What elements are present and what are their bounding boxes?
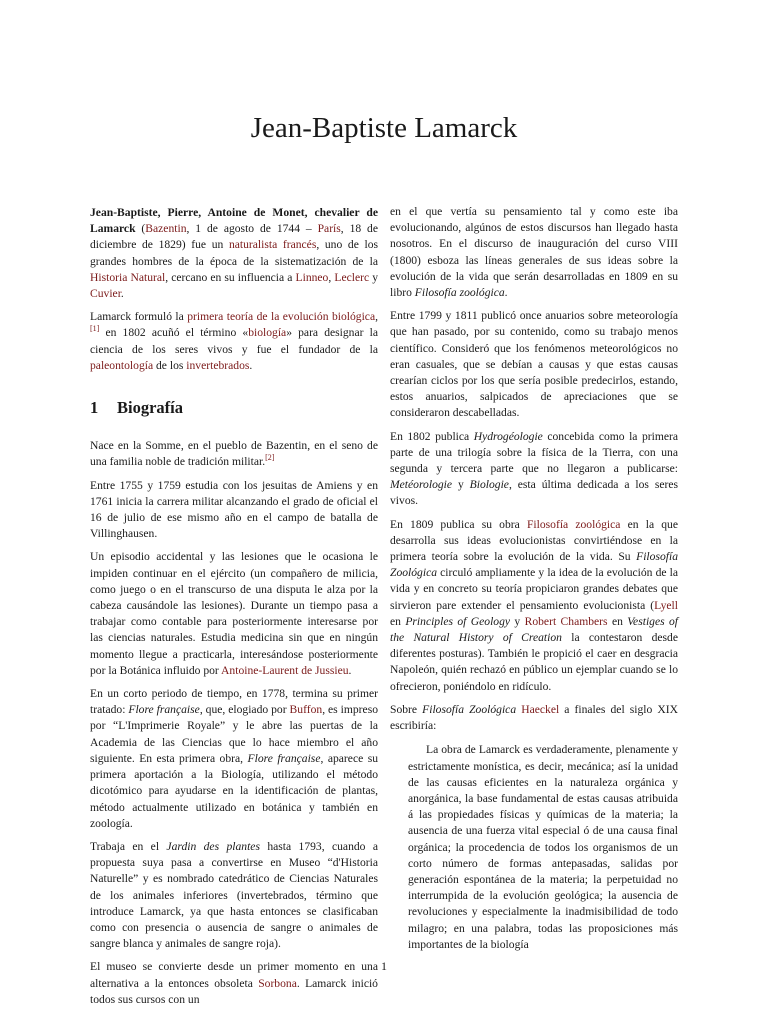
link-invertebrados[interactable]: invertebrados <box>186 358 250 372</box>
link-jussieu[interactable]: Antoine-Laurent de Jussieu <box>221 663 349 677</box>
bio-paragraph-6-cont: en el que vertía su pensamiento tal y como este iba evolucionando, algúnos de estos discursos han llegado hasta nosotros. En el discurso de inauguración del curso VIII (1800) esboza las líneas generales de sus ideas sobre la evolución de la vida que serán desarrolladas en 1809 en su libro Filosofía zoológica. <box>390 205 678 300</box>
bio-paragraph-4: En un corto periodo de tiempo, en 1778, termina su primer tratado: Flore française, que, elogiado por Buffon, es impreso por “L'Imprimerie Royale” y le abre las puertas de la Academia de las Ciencias que lo hace miembro el año siguiente. En esta primera obra, Flore française, aparece su primera aportación a la Biología, utilizando el método dicotómico para ayudarse en la identificación de plantas, método actualmente utilizado en botánica y también en zoología. <box>90 687 379 830</box>
bio-paragraph-1: Nace en la Somme, en el pueblo de Bazentin, en el seno de una familia noble de tradición militar.[2] <box>90 439 378 469</box>
link-haeckel[interactable]: Haeckel <box>521 702 560 716</box>
left-column <box>90 205 378 1015</box>
link-lyell[interactable]: Lyell <box>654 598 678 612</box>
link-linneo[interactable]: Linneo <box>295 270 329 284</box>
page-title: Jean-Baptiste Lamarck <box>250 112 518 144</box>
haeckel-quote: La obra de Lamarck es verdaderamente, plenamente y estrictamente monística, es decir, mecánica; así la unidad de las causas eficientes en la naturaleza orgánica y anorgánica, la base fundamental de estas causas atribuida á las propiedades físicas y químicas de la materia; la ausencia de una fuerza vital especial ó de una causa final orgánica; la procedencia de todos los organismos de un corto número de formas antepasadas, salidas por generación espontánea de la materia; la perpetuidad no interrumpida de la evolución geológica; la ausencia de revoluciones y especialmente la inadmisibilidad de todo milagro; en una palabra, todas las proposiciones más importantes de la biología <box>408 743 678 951</box>
section-title: Biografía <box>117 398 183 418</box>
link-cuvier[interactable]: Cuvier <box>90 287 121 301</box>
intro-paragraph: Jean-Baptiste, Pierre, Antoine de Monet, chevalier de Lamarck (Bazentin, 1 de agosto de 1744 – París, 18 de diciembre de 1829) fue un naturalista francés, uno de los grandes hombres de la época de la sistematización de la Historia Natural, cercano en su influencia a Linneo, Leclerc y Cuvier. <box>90 206 379 301</box>
link-biologia[interactable]: biología <box>248 326 287 340</box>
right-column <box>390 204 678 953</box>
bio-paragraph-7: Entre 1799 y 1811 publicó once anuarios sobre meteorología que han pasado, por su contenido, como su trabajo menos científico. Consideró que los fenómenos meteorológicos no eran casuales, que se debían a causas y que estas causas crearían ciclos por los que sería posible predecirlos, estando, estos anuarios, salpicados de apreciaciones que se consideraron descabelladas. <box>390 309 678 420</box>
link-filosofia-zoologica[interactable]: Filosofía zoológica <box>526 517 621 531</box>
link-robert-chambers[interactable]: Robert Chambers <box>524 614 608 628</box>
bio-paragraph-5: Trabaja en el Jardin des plantes hasta 1793, cuando a propuesta suya pasa a convertirse en Museo “d'Historia Naturelle” y es nombrado catedrático de Ciencias Naturales de los animales inferiores (invertebrados, término que introduce Lamarck, ya que hasta entonces se clasificaban como con presencia o ausencia de sangre o animales de sangre blanca y animales de sangre roja). <box>90 839 378 951</box>
page-number: 1 <box>381 959 387 973</box>
link-buffon[interactable]: Buffon <box>289 703 323 717</box>
bio-paragraph-6-start: El museo se convierte desde un primer momento en una alternativa a la entonces obsoleta Sorbona. Lamarck inició todos sus cursos con un <box>90 960 378 1006</box>
intro-paragraph-2: Lamarck formuló la primera teoría de la evolución biológica,[1] en 1802 acuñó el término «biología» para designar la ciencia de los seres vivos y fue el fundador de la paleontología de los invertebrados. <box>90 310 378 372</box>
bio-paragraph-9: En 1809 publica su obra Filosofía zoológica en la que desarrolla sus ideas evolucionistas convirtiéndose en la primera teoría sobre la evolución de la vida. Su Filosofía Zoológica circuló ampliamente y la idea de la evolución de la vida y en concreto su teoría propiciaron grandes debates que sirvieron pare extender el pensamiento evolucionista (Lyell en Principles of Geology y Robert Chambers en Vestiges of the Natural History of Creation la contestaron desde diferentes posturas). También le propició el caer en desgracia Napoleón, quién rechazó en público un ejemplar cuando se lo ofrecieron, poniéndolo en ridículo. <box>390 517 679 693</box>
bio-paragraph-8: En 1802 publica Hydrogéologie concebida como la primera parte de una trilogía sobre la física de la Tierra, con una segunda y tercera parte que no llegaron a publicarse: Metéorologie y Biologie, esta última dedicada a los seres vivos. <box>390 429 678 508</box>
section-number: 1 <box>90 398 99 418</box>
section-heading <box>90 400 378 416</box>
footnote-ref-2[interactable]: [2] <box>265 453 275 463</box>
link-sorbona[interactable]: Sorbona <box>258 976 297 990</box>
link-bazentin[interactable]: Bazentin <box>145 222 187 236</box>
link-naturalista-frances[interactable]: naturalista francés <box>228 238 317 252</box>
link-paleontologia[interactable]: paleontología <box>90 358 154 372</box>
link-paris[interactable]: París <box>317 222 341 236</box>
lead-name: Jean-Baptiste, Pierre, Antoine de Monet, chevalier de Lamarck <box>90 206 378 236</box>
bio-paragraph-2: Entre 1755 y 1759 estudia con los jesuitas de Amiens y en 1761 inicia la carrera militar alcanzando el grado de oficial el 16 de julio de ese mismo año en el campo de batalla de Villinghausen. <box>90 478 378 541</box>
bio-paragraph-3: Un episodio accidental y las lesiones que le ocasiona le impiden continuar en el ejército (un compañero de milicia, como juego o en el transcurso de una disputa le alza por la cabeza causándole las lesiones). Durante un tiempo pasa a trabajar como contable para posteriormente interesarse por las ciencias naturales. Estudia medicina sin que en ningún momento llegue a practicarla, interesándose posteriormente por la Botánica influido por Antoine-Laurent de Jussieu. <box>90 550 378 677</box>
link-leclerc[interactable]: Leclerc <box>334 270 370 284</box>
bio-paragraph-10: Sobre Filosofía Zoológica Haeckel a finales del siglo XIX escribiría: <box>390 702 678 733</box>
link-primera-teoria[interactable]: primera teoría de la evolución biológica <box>187 310 376 324</box>
link-historia-natural[interactable]: Historia Natural <box>90 270 166 284</box>
footnote-ref-1[interactable]: [1] <box>90 324 100 334</box>
